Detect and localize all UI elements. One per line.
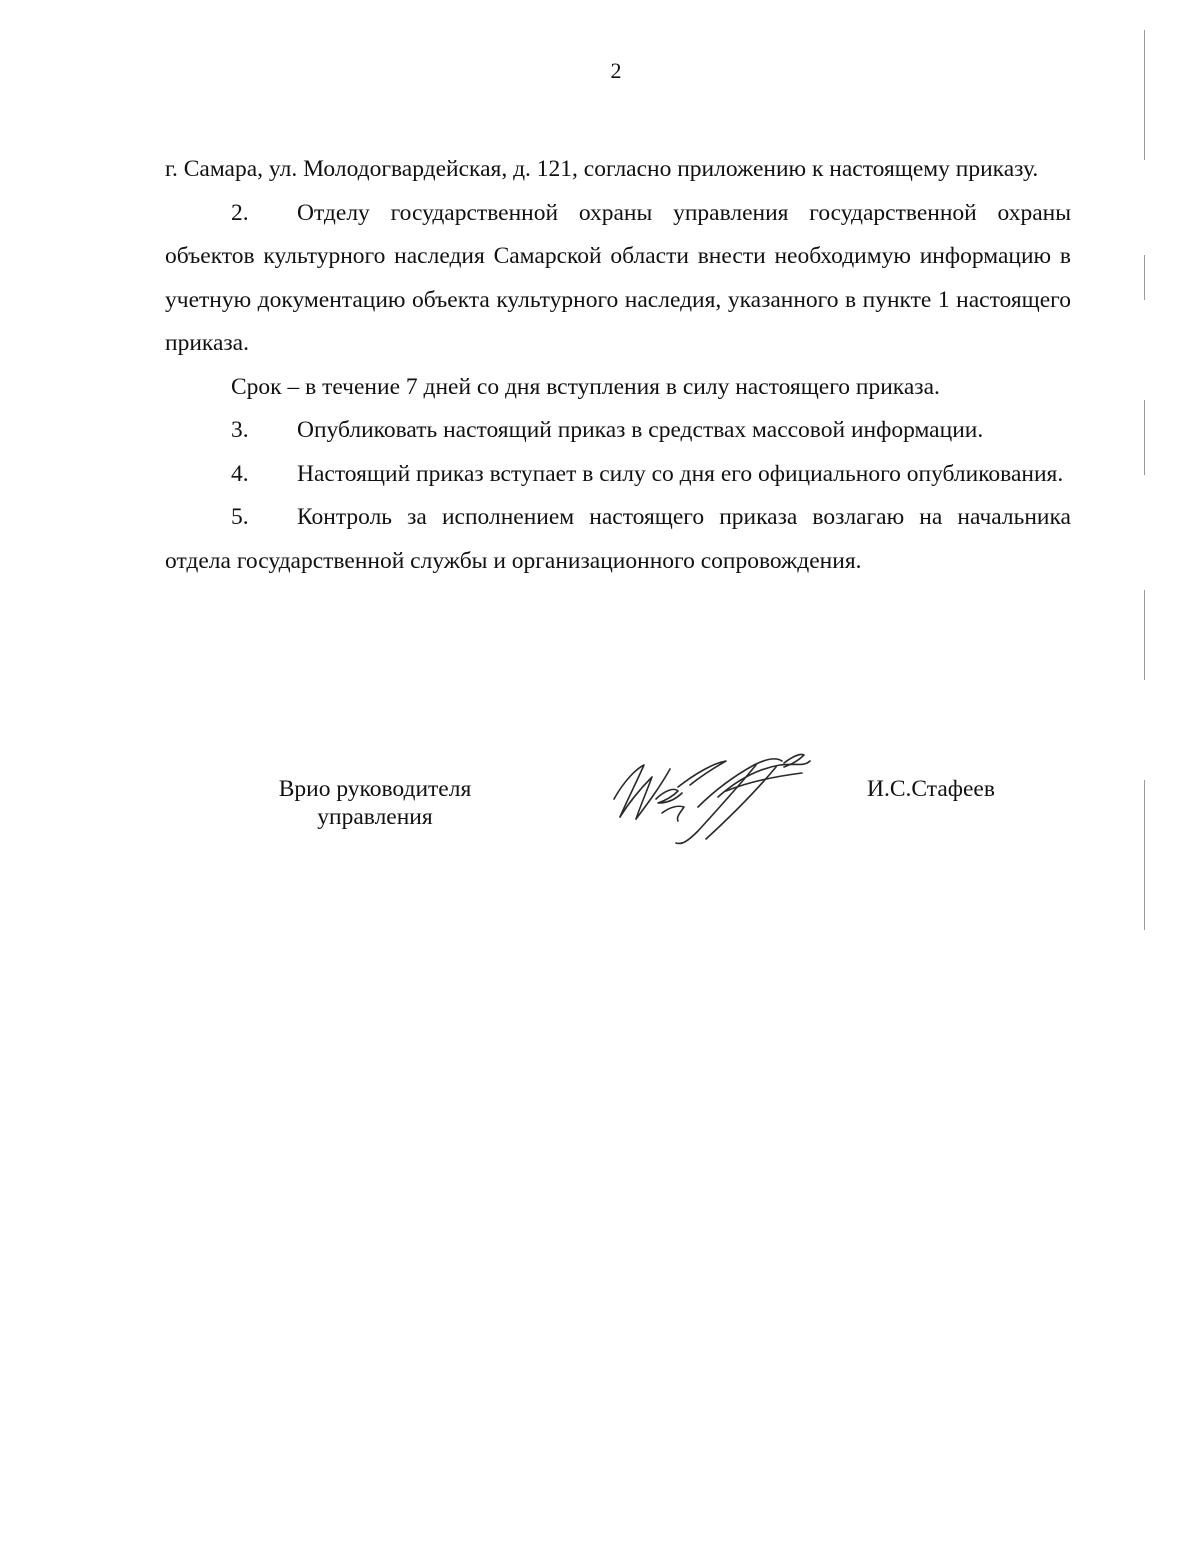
signatory-position-line2: управления bbox=[317, 804, 433, 830]
signature-block bbox=[0, 775, 1200, 865]
scan-edge-mark bbox=[1144, 590, 1145, 680]
paragraph-number: 2. bbox=[231, 199, 249, 226]
scan-edge-mark bbox=[1144, 400, 1145, 475]
paragraph-text: г. Самара, ул. Молодогвардейская, д. 121, согласно приложению к настоящему приказу. bbox=[165, 156, 1039, 182]
paragraph-item-3 bbox=[165, 409, 1071, 453]
paragraph-number: 5. bbox=[231, 504, 249, 530]
paragraph-item-2 bbox=[165, 192, 1071, 366]
paragraph-item-4 bbox=[165, 453, 1071, 497]
paragraph-text: Срок – в течение 7 дней со дня вступления в силу настоящего приказа. bbox=[231, 373, 940, 400]
signatory-position bbox=[240, 775, 510, 831]
paragraph-text: Отделу государственной охраны управления государственной охраны объектов культурного наследия Самарской области внести необходимую информацию в учетную документацию объекта культурного наследия, указанного в пункте 1 настоящего приказа. bbox=[165, 199, 1071, 356]
paragraph-number: 3. bbox=[231, 417, 249, 443]
signatory-position-line1: Врио руководителя bbox=[278, 776, 472, 802]
paragraph-text: Контроль за исполнением настоящего приказа возлагаю на начальника отдела государственной службы и организационного сопровождения. bbox=[165, 504, 1071, 574]
document-body bbox=[165, 148, 1071, 583]
paragraph-address-continuation bbox=[165, 148, 1071, 192]
signatory-name: И.С.Стафеев bbox=[867, 776, 995, 802]
paragraph-number: 4. bbox=[231, 460, 249, 487]
handwritten-signature bbox=[606, 747, 816, 847]
scan-edge-mark bbox=[1144, 30, 1145, 160]
paragraph-item-5 bbox=[165, 496, 1071, 583]
paragraph-deadline bbox=[165, 366, 1071, 410]
paragraph-text: Настоящий приказ вступает в силу со дня его официального опубликования. bbox=[297, 460, 1064, 487]
scan-edge-mark bbox=[1144, 780, 1145, 930]
paragraph-text: Опубликовать настоящий приказ в средствах массовой информации. bbox=[297, 417, 984, 443]
page-number: 2 bbox=[610, 58, 622, 83]
scan-edge-mark bbox=[1144, 255, 1145, 300]
